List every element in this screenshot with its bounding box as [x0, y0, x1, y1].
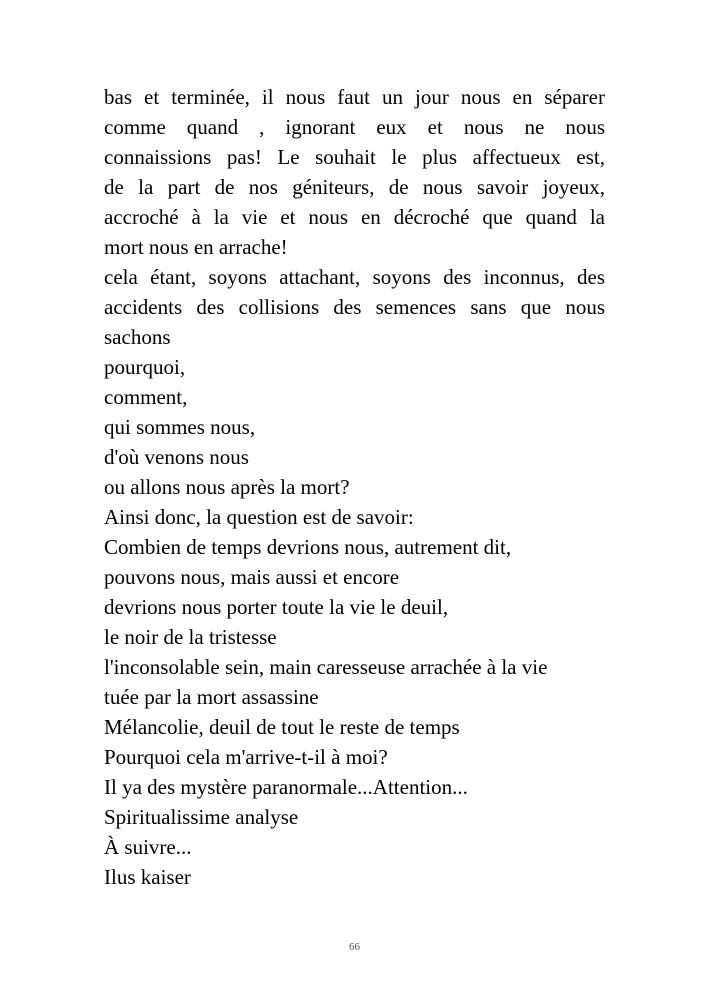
text-line: mort nous en arrache! — [104, 235, 288, 259]
text-line: cela étant, soyons attachant, soyons des inconnus, des — [104, 265, 605, 289]
text-line: Il ya des mystère paranormale...Attention... — [104, 775, 468, 799]
text-line: accidents des collisions des semences sans que nous — [104, 295, 605, 319]
text-line: pourquoi, — [104, 355, 186, 379]
text-line: Mélancolie, deuil de tout le reste de temps — [104, 715, 460, 739]
text-line: Combien de temps devrions nous, autrement dit, — [104, 535, 512, 559]
text-line: connaissions pas! Le souhait le plus affectueux est, — [104, 145, 605, 169]
text-line: sachons — [104, 325, 171, 349]
body-text — [104, 82, 605, 892]
text-line: le noir de la tristesse — [104, 625, 277, 649]
text-line: de la part de nos géniteurs, de nous savoir joyeux, — [104, 175, 605, 199]
text-line: ou allons nous après la mort? — [104, 475, 350, 499]
text-line: bas et terminée, il nous faut un jour nous en séparer — [104, 85, 605, 109]
text-line: accroché à la vie et nous en décroché que quand la — [104, 205, 605, 229]
text-line: pouvons nous, mais aussi et encore — [104, 565, 400, 589]
text-line: À suivre... — [104, 835, 192, 859]
text-line: Ilus kaiser — [104, 865, 191, 889]
text-line: l'inconsolable sein, main caresseuse arrachée à la vie — [104, 655, 548, 679]
text-line: devrions nous porter toute la vie le deuil, — [104, 595, 449, 619]
text-line: qui sommes nous, — [104, 415, 256, 439]
text-line: d'où venons nous — [104, 445, 249, 469]
page-number: 66 — [349, 941, 360, 953]
text-line: comme quand , ignorant eux et nous ne nous — [104, 115, 605, 139]
text-line: Spiritualissime analyse — [104, 805, 299, 829]
text-line: tuée par la mort assassine — [104, 685, 319, 709]
text-line: Ainsi donc, la question est de savoir: — [104, 505, 414, 529]
text-line: comment, — [104, 385, 188, 409]
text-line: Pourquoi cela m'arrive-t-il à moi? — [104, 745, 388, 769]
